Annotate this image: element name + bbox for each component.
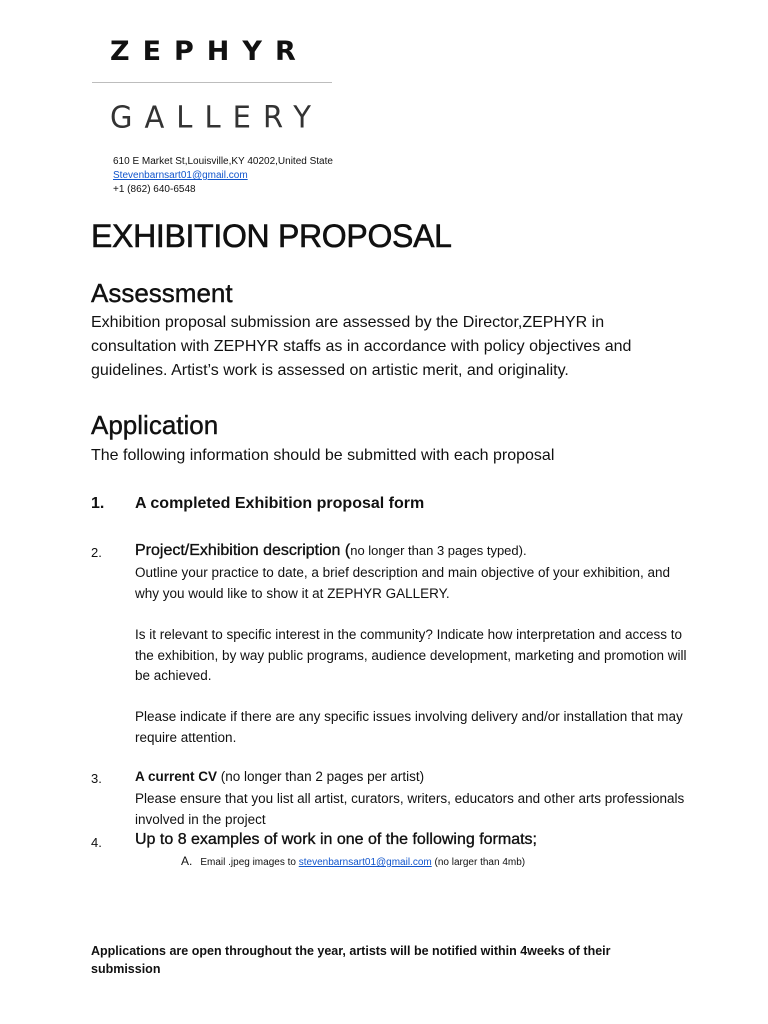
item-3-number: 3.: [91, 771, 102, 786]
logo-gallery: GALLERY: [110, 99, 323, 135]
item-4-sub-letter: A.: [181, 854, 193, 868]
item-2-body-3: Please indicate if there are any specific issues involving delivery and/or installation that may require attention.: [135, 709, 683, 745]
application-intro: The following information should be submitted with each proposal: [91, 447, 555, 464]
logo-divider: [92, 82, 332, 83]
item-2-note: no longer than 3 pages typed).: [350, 543, 527, 558]
contact-email-link[interactable]: Stevenbarnsart01@gmail.com: [113, 170, 248, 181]
application-heading: Application: [91, 410, 219, 440]
contact-address: 610 E Market St,Louisville,KY 40202,United State: [113, 156, 333, 167]
assessment-heading: Assessment: [91, 278, 233, 308]
item-2-body-2: Is it relevant to specific interest in the community? Indicate how interpretation and access to the exhibition, by way public programs, audience development, marketing and promotion will be achieved.: [135, 627, 687, 683]
footer-note: Applications are open throughout the year, artists will be notified within 4weeks of their submission: [91, 944, 611, 976]
item-3-body: Please ensure that you list all artist, curators, writers, educators and other arts professionals involved in the project: [135, 791, 685, 827]
item-1-heading: A completed Exhibition proposal form: [135, 495, 425, 512]
item-2-body-1: Outline your practice to date, a brief description and main objective of your exhibition, and why you would like to show it at ZEPHYR GALLERY.: [135, 565, 671, 601]
item-2-heading-text: Project/Exhibition description (: [135, 542, 351, 559]
item-1-number: 1.: [91, 495, 105, 512]
item-3-note: (no longer than 2 pages per artist): [217, 769, 425, 784]
item-4-heading: Up to 8 examples of work in one of the following formats;: [135, 831, 537, 848]
logo-zephyr: ZEPHYR: [110, 36, 309, 67]
item-3-heading: [135, 769, 424, 784]
item-4-sub-prefix: Email .jpeg images to: [200, 857, 299, 868]
item-4-number: 4.: [91, 835, 102, 850]
item-4-sub-suffix: (no larger than 4mb): [431, 857, 526, 868]
contact-block: [113, 155, 333, 197]
item-2-heading: [135, 542, 527, 560]
item-4-sub-a: [181, 854, 525, 868]
item-2-number: 2.: [91, 545, 102, 560]
contact-phone: +1 (862) 640-6548: [113, 184, 196, 195]
assessment-text: Exhibition proposal submission are assessed by the Director,ZEPHYR in consultation with ZEPHYR staffs as in accordance with policy objectives and guidelines. Artist’s work is assessed on artistic merit, and originality.: [91, 314, 632, 379]
item-3-heading-text: A current CV: [135, 769, 218, 784]
submission-email-link[interactable]: stevenbarnsart01@gmail.com: [298, 857, 432, 868]
page-title: EXHIBITION PROPOSAL: [91, 218, 452, 254]
